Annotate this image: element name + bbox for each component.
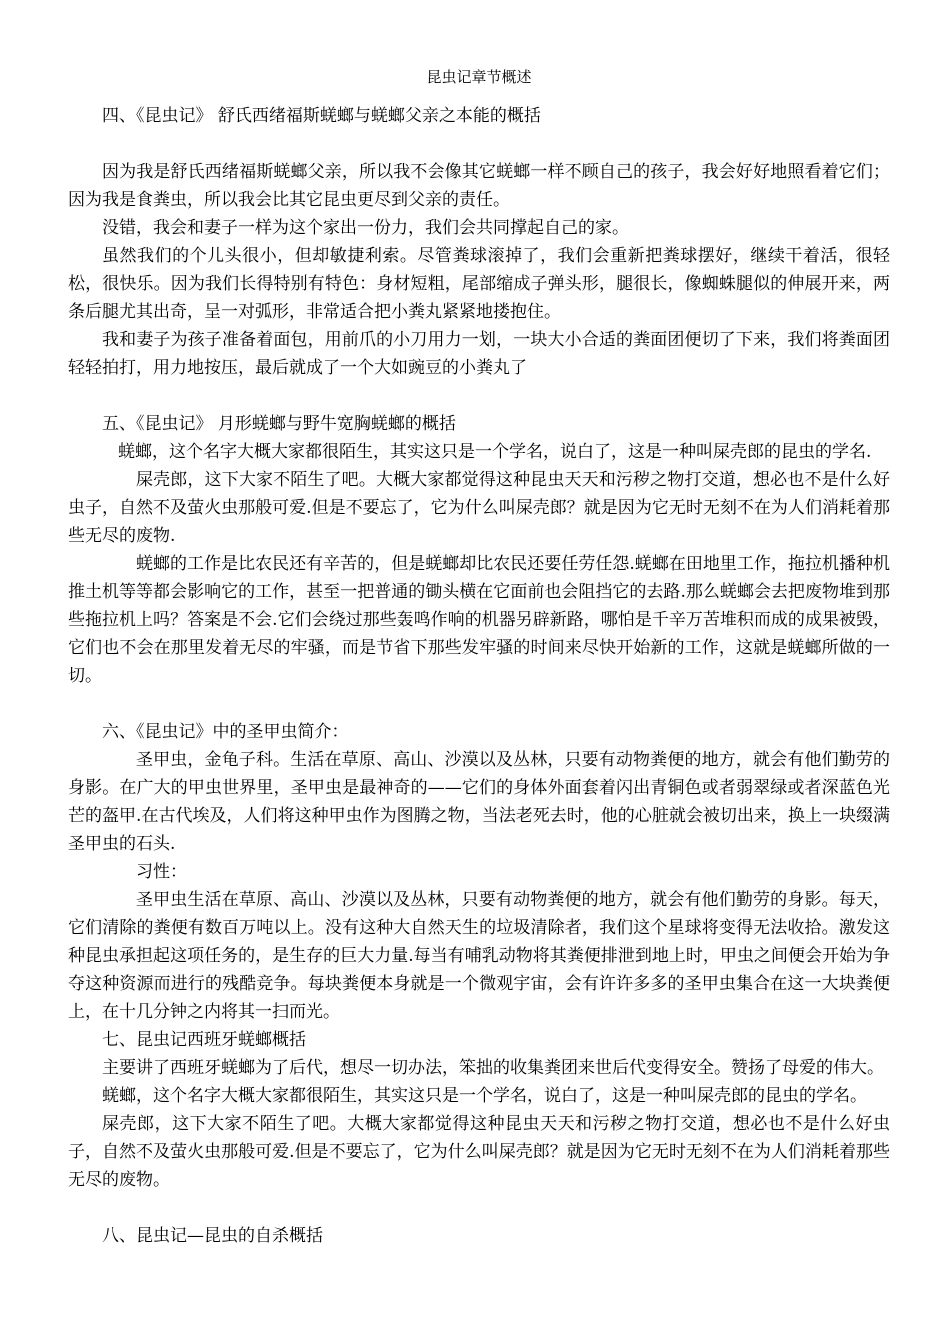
spacer bbox=[68, 690, 890, 718]
section-4-paragraph-1: 因为我是舒氏西绪福斯蜣螂父亲，所以我不会像其它蜣螂一样不顾自己的孩子，我会好好地照看着它们；因为我是食粪虫，所以我会比其它昆虫更尽到父亲的责任。 bbox=[68, 162, 890, 210]
section-5-heading: 五、《昆虫记》 月形蜣螂与野牛宽胸蜣螂的概括 bbox=[102, 414, 456, 434]
section-5-paragraph-3: 蜣螂的工作是比农民还有辛苦的，但是蜣螂却比农民还要任劳任怨.蜣螂在田地里工作，拖拉机播种机推土机等等都会影响它的工作，甚至一把普通的锄头横在它面前也会阻挡它的去路.那么蜣螂会去把废物堆到那些拖拉机上吗？答案是不会.它们会绕过那些轰鸣作响的机器另辟新路，哪怕是千辛万苦堆积而成的成果被毁，它们也不会在那里发着无尽的牢骚，而是节省下那些发牢骚的时间来尽快开始新的工作，这就是蜣螂所做的一切。 bbox=[68, 554, 890, 686]
section-4-paragraph-3: 虽然我们的个儿头很小，但却敏捷利索。尽管粪球滚掉了，我们会重新把粪球摆好，继续干着活，很轻松，很快乐。因为我们长得特别有特色：身材短粗，尾部缩成子弹头形，腿很长，像蜘蛛腿似的伸展开来，两条后腿尤其出奇，呈一对弧形，非常适合把小粪丸紧紧地搂抱住。 bbox=[68, 246, 890, 322]
section-4-paragraph-2: 没错，我会和妻子一样为这个家出一份力，我们会共同撑起自己的家。 bbox=[102, 218, 629, 238]
section-7-paragraph-1: 主要讲了西班牙蜣螂为了后代，想尽一切办法，笨拙的收集粪团来世后代变得安全。赞扬了母爱的伟大。 bbox=[102, 1058, 884, 1078]
section-8-heading: 八、昆虫记—昆虫的自杀概括 bbox=[102, 1226, 323, 1246]
section-4-paragraph-4: 我和妻子为孩子准备着面包，用前爪的小刀用力一划，一块大小合适的粪面团便切了下来，我们将粪面团轻轻拍打，用力地按压，最后就成了一个大如豌豆的小粪丸了 bbox=[68, 330, 890, 378]
section-7-heading: 七、昆虫记西班牙蜣螂概括 bbox=[102, 1030, 306, 1050]
document-page bbox=[68, 66, 890, 1250]
section-5-paragraph-1: 蜣螂，这个名字大概大家都很陌生，其实这只是一个学名，说白了，这是一种叫屎壳郎的昆虫的学名. bbox=[118, 442, 872, 462]
section-7-paragraph-2: 蜣螂，这个名字大概大家都很陌生，其实这只是一个学名，说白了，这是一种叫屎壳郎的昆虫的学名。 bbox=[102, 1086, 867, 1106]
spacer bbox=[68, 382, 890, 410]
section-5-paragraph-2: 屎壳郎，这下大家不陌生了吧。大概大家都觉得这种昆虫天天和污秽之物打交道，想必也不是什么好虫子，自然不及萤火虫那般可爱.但是不要忘了，它为什么叫屎壳郎？就是因为它无时无刻不在为人们消耗着那些无尽的废物. bbox=[68, 470, 890, 546]
spacer bbox=[68, 130, 890, 158]
section-6-paragraph-1: 圣甲虫，金龟子科。生活在草原、高山、沙漠以及丛林，只要有动物粪便的地方，就会有他们勤劳的身影。在广大的甲虫世界里，圣甲虫是最神奇的——它们的身体外面套着闪出青铜色或者弱翠绿或者深蓝色光芒的盔甲.在古代埃及，人们将这种甲虫作为图腾之物，当法老死去时，他的心脏就会被切出来，换上一块缀满圣甲虫的石头. bbox=[68, 750, 890, 854]
section-7-paragraph-3: 屎壳郎，这下大家不陌生了吧。大概大家都觉得这种昆虫天天和污秽之物打交道，想必也不是什么好虫子，自然不及萤火虫那般可爱.但是不要忘了，它为什么叫屎壳郎？就是因为它无时无刻不在为人们消耗着那些无尽的废物。 bbox=[68, 1114, 890, 1190]
section-6-habits-label: 习性： bbox=[136, 862, 187, 882]
spacer bbox=[68, 1194, 890, 1222]
document-title: 昆虫记章节概述 bbox=[426, 68, 532, 86]
section-6-paragraph-2: 圣甲虫生活在草原、高山、沙漠以及丛林，只要有动物粪便的地方，就会有他们勤劳的身影。每天，它们清除的粪便有数百万吨以上。没有这种大自然天生的垃圾清除者，我们这个星球将变得无法收拾。激发这种昆虫承担起这项任务的，是生存的巨大力量.每当有哺乳动物将其粪便排泄到地上时，甲虫之间便会开始为争夺这种资源而进行的残酷竞争。每块粪便本身就是一个微观宇宙，会有许许多多的圣甲虫集合在这一大块粪便上，在十几分钟之内将其一扫而光。 bbox=[68, 890, 890, 1022]
section-4-heading: 四、《昆虫记》 舒氏西绪福斯蜣螂与蜣螂父亲之本能的概括 bbox=[102, 106, 541, 126]
section-6-heading: 六、《昆虫记》中的圣甲虫简介： bbox=[102, 722, 349, 742]
